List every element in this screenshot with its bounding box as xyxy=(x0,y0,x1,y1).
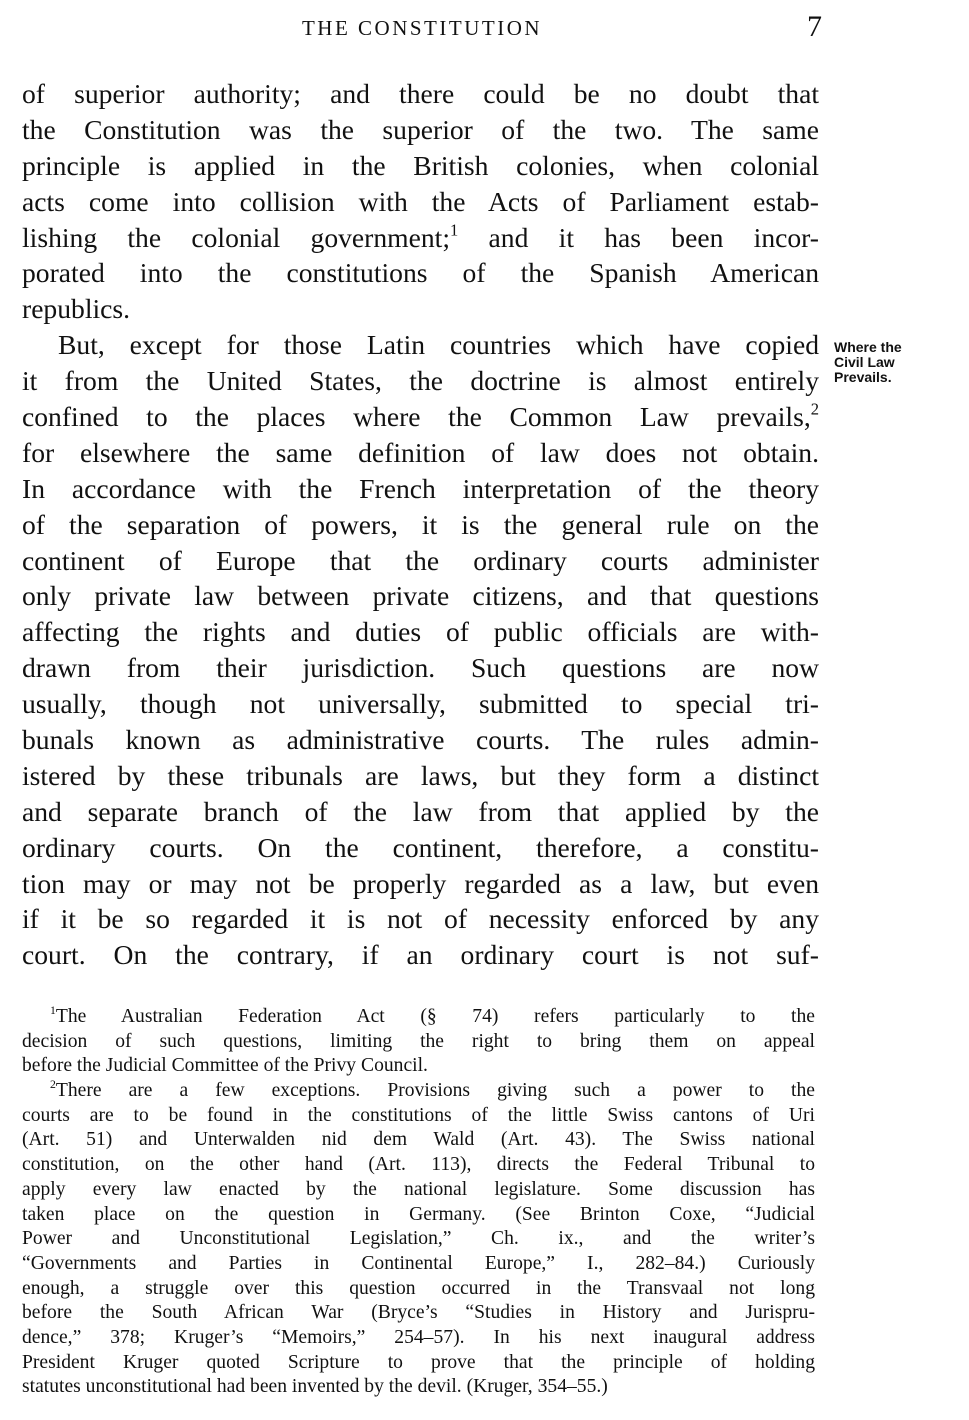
footnote-line: Power and Unconstitutional Legislation,” Ch. ix., and the writer’s xyxy=(22,1228,815,1250)
marginal-note-line: Prevails. xyxy=(834,369,892,385)
body-line: the Constitution was the superior of the two. The same xyxy=(22,113,819,145)
body-line: for elsewhere the same definition of law does not obtain. xyxy=(22,436,819,468)
body-line xyxy=(22,220,819,256)
page-number: 7 xyxy=(807,10,822,43)
body-line: drawn from their jurisdiction. Such questions are now xyxy=(22,652,819,684)
footnote-line-text: The Australian Federation Act (§ 74) refers particularly to the xyxy=(55,1006,815,1027)
footnotes xyxy=(22,1005,815,1400)
body-line: only private law between private citizens, and that questions xyxy=(22,580,819,612)
footnote-line: taken place on the question in Germany. (See Brinton Coxe, “Judicial xyxy=(22,1203,815,1225)
body-line: continent of Europe that the ordinary courts administer xyxy=(22,544,819,576)
footnote-line: apply every law enacted by the national legislature. Some discussion has xyxy=(22,1178,815,1200)
marginal-note xyxy=(834,340,954,385)
body-line: principle is applied in the British colonies, when colonial xyxy=(22,149,819,181)
body-line: tion may or may not be properly regarded as a law, but even xyxy=(22,867,819,899)
footnote-line: courts are to be found in the constitutions of the little Swiss cantons of Uri xyxy=(22,1104,815,1126)
body-line: istered by these tribunals are laws, but they form a distinct xyxy=(22,759,819,791)
body-line: of superior authority; and there could be no doubt that xyxy=(22,78,819,109)
body-line-text: lishing the colonial government; xyxy=(22,221,450,253)
footnote-line: decision of such questions, limiting the right to bring them on appeal xyxy=(22,1030,815,1052)
footnote-ref-2: 2 xyxy=(810,399,819,419)
footnote-ref-1: 1 xyxy=(450,219,459,239)
body-line: usually, though not universally, submitted to special tri- xyxy=(22,688,819,720)
body-line: ordinary courts. On the continent, therefore, a constitu- xyxy=(22,831,819,863)
body-line: republics. xyxy=(22,293,131,325)
body-line: acts come into collision with the Acts of Parliament estab- xyxy=(22,185,819,217)
running-title: THE CONSTITUTION xyxy=(301,16,543,40)
footnote-line: before the Judicial Committee of the Privy Council. xyxy=(22,1055,428,1077)
body-line: it from the United States, the doctrine is almost entirely xyxy=(22,365,819,397)
body-line xyxy=(22,399,819,435)
footnote-mark: 1 xyxy=(50,1003,56,1017)
page-header xyxy=(22,10,822,50)
footnote-line: constitution, on the other hand (Art. 113), directs the Federal Tribunal to xyxy=(22,1154,815,1176)
footnote-mark: 2 xyxy=(50,1077,56,1091)
footnote-line: (Art. 51) and Unterwalden nid dem Wald (Art. 43). The Swiss national xyxy=(22,1129,815,1151)
footnote-line xyxy=(22,1005,815,1030)
body-line: if it be so regarded it is not of necessity enforced by any xyxy=(22,903,819,935)
body-line: porated into the constitutions of the Spanish American xyxy=(22,257,819,289)
footnote-line: dence,” 378; Kruger’s “Memoirs,” 254–57). In his next inaugural address xyxy=(22,1326,815,1348)
body-text xyxy=(22,76,819,973)
footnote-line: statutes unconstitutional had been invented by the devil. (Kruger, 354–55.) xyxy=(22,1376,608,1398)
body-line-text: confined to the places where the Common Law prevails, xyxy=(22,401,811,433)
body-line-text: and it has been incor- xyxy=(458,221,819,253)
body-line: bunals known as administrative courts. The rules admin- xyxy=(22,724,819,756)
marginal-note-line: Where the xyxy=(834,339,902,355)
footnote-line: before the South African War (Bryce’s “Studies in History and Jurispru- xyxy=(22,1302,815,1324)
footnote-line: “Governments and Parties in Continental Europe,” I., 282–84.) Curiously xyxy=(22,1252,815,1274)
footnote-2 xyxy=(22,1079,815,1400)
body-line: and separate branch of the law from that applied by the xyxy=(22,795,819,827)
body-line: affecting the rights and duties of public officials are with- xyxy=(22,616,819,648)
footnote-line: enough, a struggle over this question occurred in the Transvaal not long xyxy=(22,1277,815,1299)
body-line: court. On the contrary, if an ordinary court is not suf- xyxy=(22,939,819,971)
body-line: In accordance with the French interpretation of the theory xyxy=(22,472,819,504)
body-line: of the separation of powers, it is the general rule on the xyxy=(22,508,819,540)
body-line: But, except for those Latin countries which have copied xyxy=(58,329,819,361)
footnote-line xyxy=(22,1079,815,1104)
footnote-1 xyxy=(22,1005,815,1079)
marginal-note-line: Civil Law xyxy=(834,354,895,370)
footnote-line: President Kruger quoted Scripture to prove that the principle of holding xyxy=(22,1351,815,1373)
footnote-line-text: There are a few exceptions. Provisions giving such a power to the xyxy=(55,1080,815,1102)
